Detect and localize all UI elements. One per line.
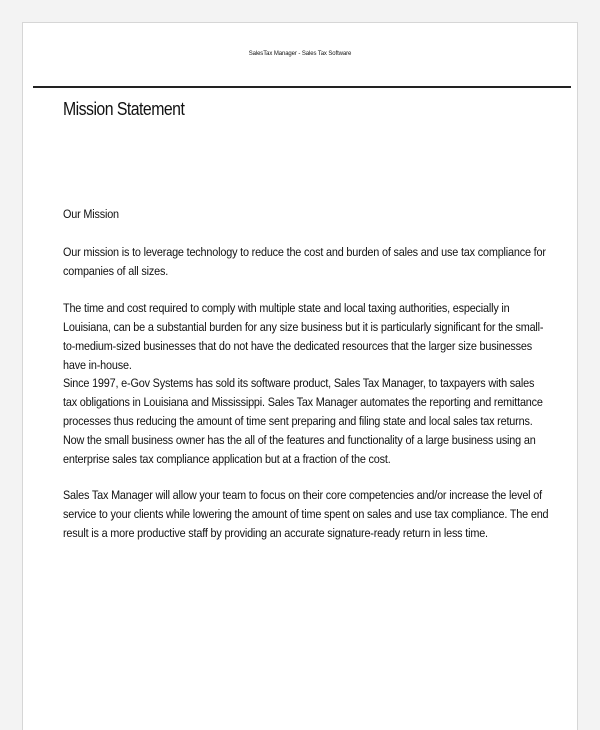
page-title: Mission Statement bbox=[63, 99, 185, 119]
paragraph-benefits bbox=[63, 486, 549, 543]
section-heading bbox=[63, 205, 549, 224]
paragraph-text: Since 1997, e-Gov Systems has sold its software product, Sales Tax Manager, to taxpayers with sales tax obligations in Louisiana and Mississippi. Sales Tax Manager automates the reporting and remittance processes thus reducing the amount of time sent preparing and filing state and local sales tax returns. Now the small business owner has the all of the features and functionality of a large business using an enterprise sales tax compliance application but at a fraction of the cost. bbox=[63, 376, 543, 466]
running-header: SalesTax Manager - Sales Tax Software bbox=[248, 51, 352, 57]
paragraph-compliance-burden bbox=[63, 299, 549, 375]
paragraph-text: Our mission is to leverage technology to reduce the cost and burden of sales and use tax compliance for companies of all sizes. bbox=[63, 245, 546, 278]
section-heading-text: Our Mission bbox=[63, 207, 119, 221]
paragraph-text: The time and cost required to comply with multiple state and local taxing authorities, especially in Louisiana, can be a substantial burden for any size business but it is particularly significant for the small-to-medium-sized businesses that do not have the dedicated resources that the larger size businesses have in-house. bbox=[63, 301, 544, 372]
paragraph-text: Sales Tax Manager will allow your team to focus on their core competencies and/or increase the level of service to your clients while lowering the amount of time spent on sales and use tax compliance. The end result is a more productive staff by providing an accurate signature-ready return in less time. bbox=[63, 488, 549, 540]
paragraph-company-history bbox=[63, 374, 549, 469]
header-divider bbox=[33, 86, 571, 88]
paragraph-mission bbox=[63, 243, 549, 281]
